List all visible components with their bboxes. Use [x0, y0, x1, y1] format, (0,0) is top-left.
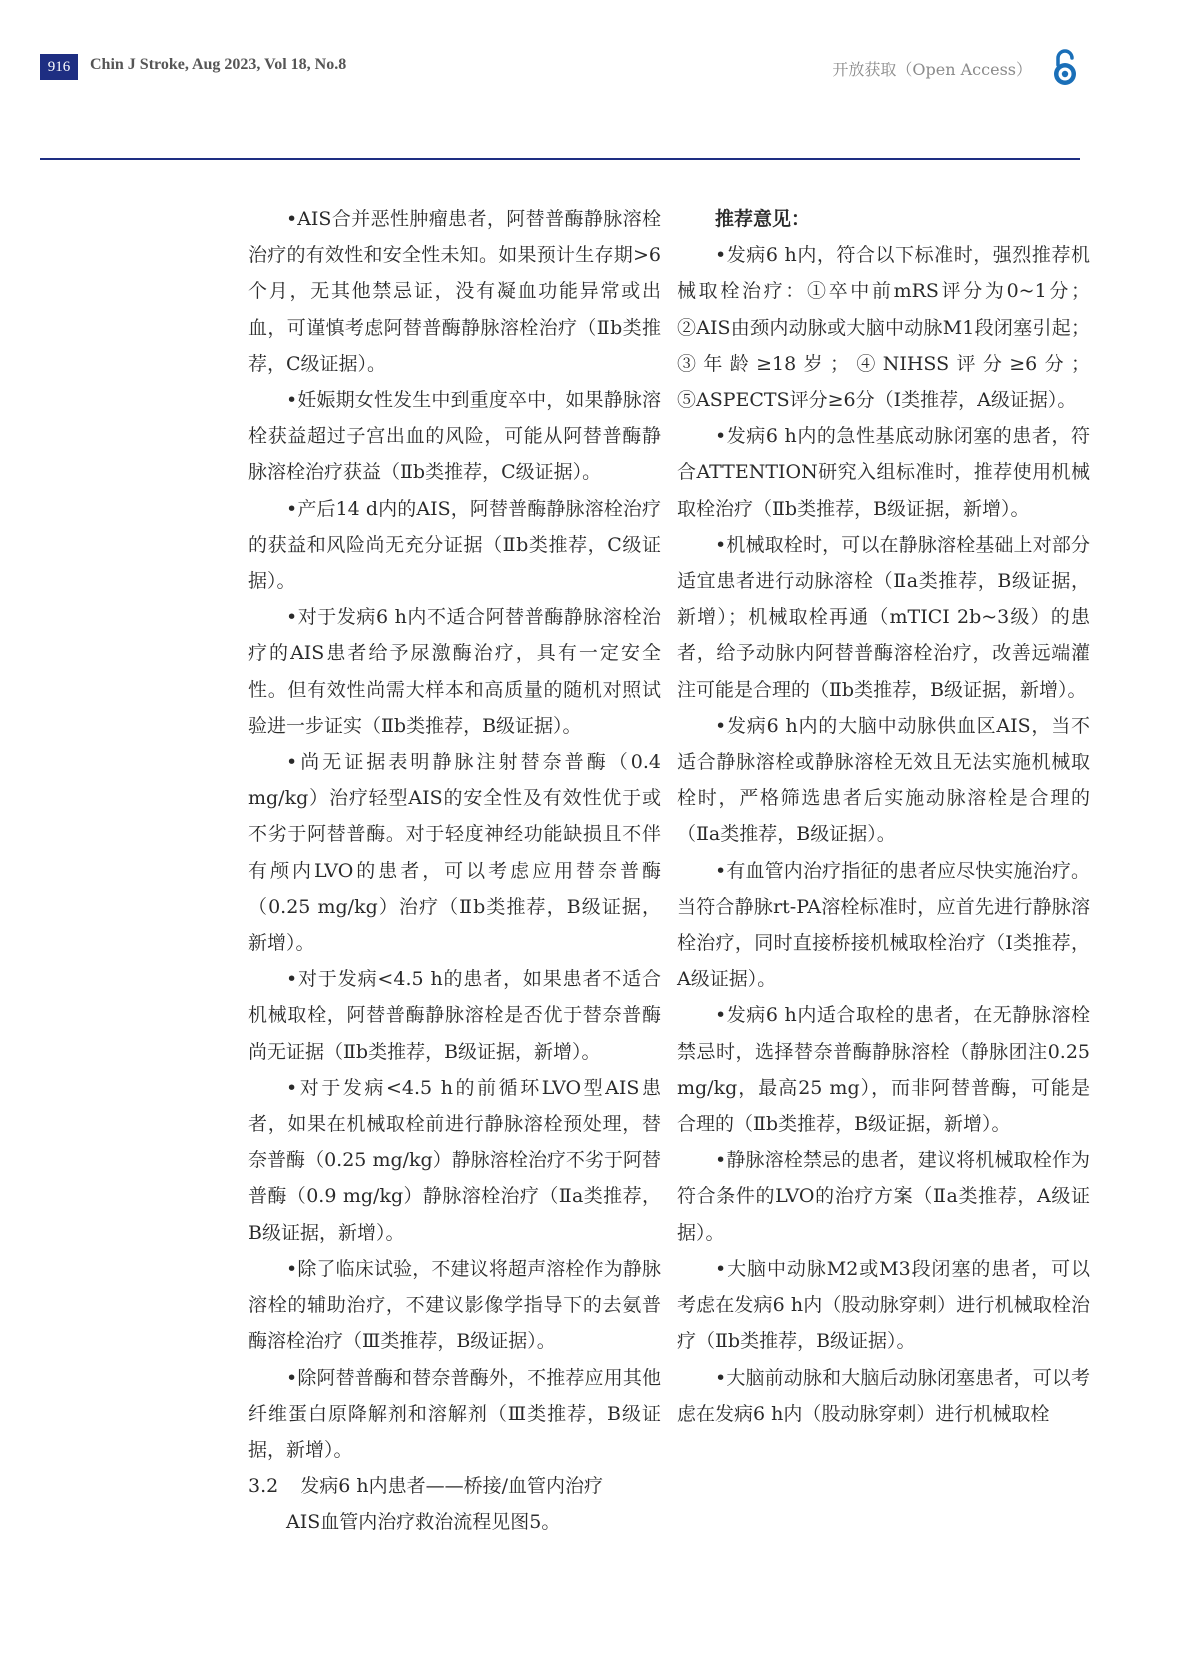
left-column [248, 201, 661, 1541]
recommendation-tenecteplase-thrombectomy: •发病6 h内适合取栓的患者，在无静脉溶栓禁忌时，选择替奈普酶静脉溶栓（静脉团注0.25 mg/kg，最高25 mg），而非阿替普酶，可能是合理的（Ⅱb类推荐，B级证据，新增）。 [677, 1004, 1090, 1136]
recommendation-urokinase: •对于发病6 h内不适合阿替普酶静脉溶栓治疗的AIS患者给予尿激酶治疗，具有一定安全性。但有效性尚需大样本和高质量的随机对照试验进一步证实（Ⅱb类推荐，B级证据）。 [248, 606, 661, 737]
recommendation-bridging-tenecteplase: •对于发病<4.5 h的前循环LVO型AIS患者，如果在机械取栓前进行静脉溶栓预处理，替奈普酶（0.25 mg/kg）静脉溶栓治疗不劣于阿替普酶（0.9 mg/kg）静脉溶栓治疗（Ⅱa类推荐，B级证据，新增）。 [248, 1076, 661, 1244]
recommendation-aca-pca: •大脑前动脉和大脑后动脉闭塞患者，可以考虑在发病6 h内（股动脉穿刺）进行机械取栓 [677, 1366, 1090, 1425]
figure-reference: AIS血管内治疗救治流程见图5。 [286, 1511, 561, 1534]
recommendation-m2-m3: •大脑中动脉M2或M3段闭塞的患者，可以考虑在发病6 h内（股动脉穿刺）进行机械取栓治疗（Ⅱb类推荐，B级证据）。 [677, 1257, 1090, 1353]
page-number: 916 [40, 54, 78, 80]
section-heading [248, 1468, 661, 1504]
open-access-lock-icon [1050, 48, 1080, 88]
recommendation-other-agents: •除阿替普酶和替奈普酶外，不推荐应用其他纤维蛋白原降解剂和溶解剂（Ⅲ类推荐，B级证据，新增）。 [248, 1366, 661, 1461]
recommendation-bridging: •有血管内治疗指征的患者应尽快实施治疗。当符合静脉rt-PA溶栓标准时，应首先进行静脉溶栓治疗，同时直接桥接机械取栓治疗（Ⅰ类推荐，A级证据）。 [677, 859, 1090, 991]
recommendation-mca-arterial-thrombolysis: •发病6 h内的大脑中动脉供血区AIS，当不适合静脉溶栓或静脉溶栓无效且无法实施机械取栓时，严格筛选患者后实施动脉溶栓是合理的（Ⅱa类推荐，B级证据）。 [677, 714, 1090, 846]
section-number: 3.2 [248, 1475, 279, 1498]
header-rule [40, 158, 1080, 160]
recommendation-intra-arterial: •机械取栓时，可以在静脉溶栓基础上对部分适宜患者进行动脉溶栓（Ⅱa类推荐，B级证据，新增）；机械取栓再通（mTICI 2b~3级）的患者，给予动脉内阿替普酶溶栓治疗，改善远端灌注可能是合理的（Ⅱb类推荐，B级证据，新增）。 [677, 533, 1090, 701]
page-header [40, 48, 1080, 88]
recommendation-pregnancy: •妊娠期女性发生中到重度卒中，如果静脉溶栓获益超过子宫出血的风险，可能从阿替普酶静脉溶栓治疗获益（Ⅱb类推荐，C级证据）。 [248, 389, 661, 484]
recommendation-malignancy: •AIS合并恶性肿瘤患者，阿替普酶静脉溶栓治疗的有效性和安全性未知。如果预计生存期>6个月，无其他禁忌证，没有凝血功能异常或出血，可谨慎考虑阿替普酶静脉溶栓治疗（Ⅱb类推荐，C级证据）。 [248, 208, 661, 375]
recommendation-tenecteplase-mild: •尚无证据表明静脉注射替奈普酶（0.4 mg/kg）治疗轻型AIS的安全性及有效性优于或不劣于阿替普酶。对于轻度神经功能缺损且不伴有颅内LVO的患者，可以考虑应用替奈普酶（0.25 mg/kg）治疗（Ⅱb类推荐，B级证据，新增）。 [248, 751, 661, 955]
recommendations-heading: 推荐意见： [715, 208, 811, 230]
recommendation-basilar-occlusion: •发病6 h内的急性基底动脉闭塞的患者，符合ATTENTION研究入组标准时，推荐使用机械取栓治疗（Ⅱb类推荐，B级证据，新增）。 [677, 425, 1090, 520]
recommendation-sonothrombolysis: •除了临床试验，不建议将超声溶栓作为静脉溶栓的辅助治疗，不建议影像学指导下的去氨普酶溶栓治疗（Ⅲ类推荐，B级证据）。 [248, 1257, 661, 1353]
right-column [677, 201, 1090, 1432]
recommendation-alteplase-vs-tenecteplase: •对于发病<4.5 h的患者，如果患者不适合机械取栓，阿替普酶静脉溶栓是否优于替奈普酶尚无证据（Ⅱb类推荐，B级证据，新增）。 [248, 968, 661, 1063]
journal-citation: Chin J Stroke, Aug 2023, Vol 18, No.8 [90, 56, 347, 73]
recommendation-thrombectomy-criteria: •发病6 h内，符合以下标准时，强烈推荐机械取栓治疗：①卒中前mRS评分为0~1分；②AIS由颈内动脉或大脑中动脉M1段闭塞引起；③年龄≥18岁；④NIHSS评分≥6分；⑤ASPECTS评分≥6分（Ⅰ类推荐，A级证据）。 [677, 244, 1090, 412]
section-title: 发病6 h内患者——桥接/血管内治疗 [300, 1475, 603, 1498]
open-access-label: 开放获取（Open Access） [832, 60, 1032, 79]
recommendation-postpartum: •产后14 d内的AIS，阿替普酶静脉溶栓治疗的获益和风险尚无充分证据（Ⅱb类推荐，C级证据）。 [248, 497, 661, 593]
recommendation-contraindicated: •静脉溶栓禁忌的患者，建议将机械取栓作为符合条件的LVO的治疗方案（Ⅱa类推荐，A级证据）。 [677, 1149, 1090, 1244]
